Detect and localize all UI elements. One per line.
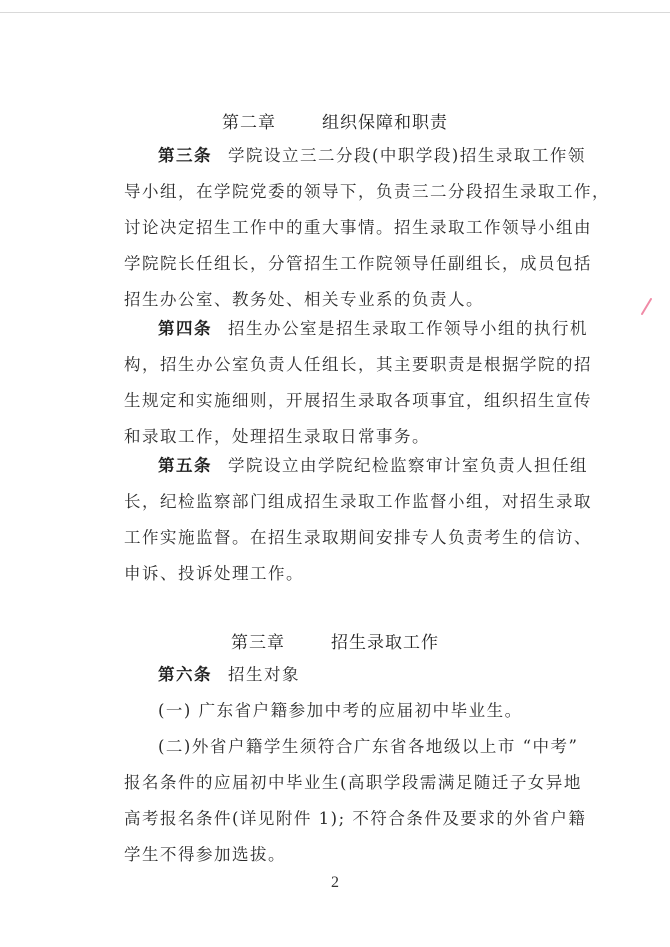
article-3-label: 第三条 bbox=[158, 146, 212, 165]
article-4-line-2: 构，招生办公室负责人任组长，其主要职责是根据学院的招 bbox=[124, 355, 592, 374]
article-4-label: 第四条 bbox=[158, 319, 212, 338]
article-6-label: 第六条 bbox=[158, 665, 212, 684]
article-6-item-2-line-3: 高考报名条件(详见附件 1); 不符合条件及要求的外省户籍 bbox=[124, 809, 587, 828]
article-3-line-2: 导小组，在学院党委的领导下，负责三二分段招生录取工作， bbox=[124, 182, 610, 201]
article-6-item-2-line-1: (二)外省户籍学生须符合广东省各地级以上市 “中考” bbox=[158, 737, 579, 756]
chapter-2-number: 第二章 bbox=[222, 113, 276, 133]
article-6 bbox=[124, 657, 606, 873]
pen-mark bbox=[640, 296, 654, 316]
article-4-line-4: 和录取工作，处理招生录取日常事务。 bbox=[124, 427, 430, 446]
article-4-line-3: 生规定和实施细则，开展招生录取各项事宜，组织招生宣传 bbox=[124, 391, 592, 410]
article-5 bbox=[124, 448, 606, 592]
article-6-item-1: (一) 广东省户籍参加中考的应届初中毕业生。 bbox=[158, 701, 523, 720]
article-3 bbox=[124, 138, 610, 318]
article-5-label: 第五条 bbox=[158, 456, 212, 475]
article-4-line-1: 招生办公室是招生录取工作领导小组的执行机 bbox=[228, 319, 588, 338]
article-3-line-3: 讨论决定招生工作中的重大事情。招生录取工作领导小组由 bbox=[124, 218, 592, 237]
chapter-2-title: 组织保障和职责 bbox=[322, 113, 448, 133]
chapter-3-title: 招生录取工作 bbox=[331, 633, 439, 653]
article-6-text: 招生对象 bbox=[228, 665, 300, 684]
article-6-item-2-line-4: 学生不得参加选拔。 bbox=[124, 845, 286, 864]
page-number: 2 bbox=[331, 874, 339, 891]
article-6-item-2-line-2: 报名条件的应届初中毕业生(高职学段需满足随迁子女异地 bbox=[124, 773, 582, 792]
article-3-line-5: 招生办公室、教务处、相关专业系的负责人。 bbox=[124, 290, 484, 309]
article-5-line-1: 学院设立由学院纪检监察审计室负责人担任组 bbox=[228, 456, 588, 475]
article-4 bbox=[124, 311, 606, 455]
article-5-line-3: 工作实施监督。在招生录取期间安排专人负责考生的信访、 bbox=[124, 528, 592, 547]
chapter-3-heading bbox=[0, 628, 670, 653]
top-divider bbox=[0, 12, 670, 13]
article-3-line-4: 学院院长任组长，分管招生工作院领导任副组长，成员包括 bbox=[124, 254, 592, 273]
chapter-2-heading bbox=[0, 108, 670, 133]
article-5-line-4: 申诉、投诉处理工作。 bbox=[124, 564, 304, 583]
chapter-3-number: 第三章 bbox=[231, 633, 285, 653]
article-5-line-2: 长，纪检监察部门组成招生录取工作监督小组，对招生录取 bbox=[124, 492, 592, 511]
article-3-line-1: 学院设立三二分段(中职学段)招生录取工作领 bbox=[228, 146, 586, 165]
